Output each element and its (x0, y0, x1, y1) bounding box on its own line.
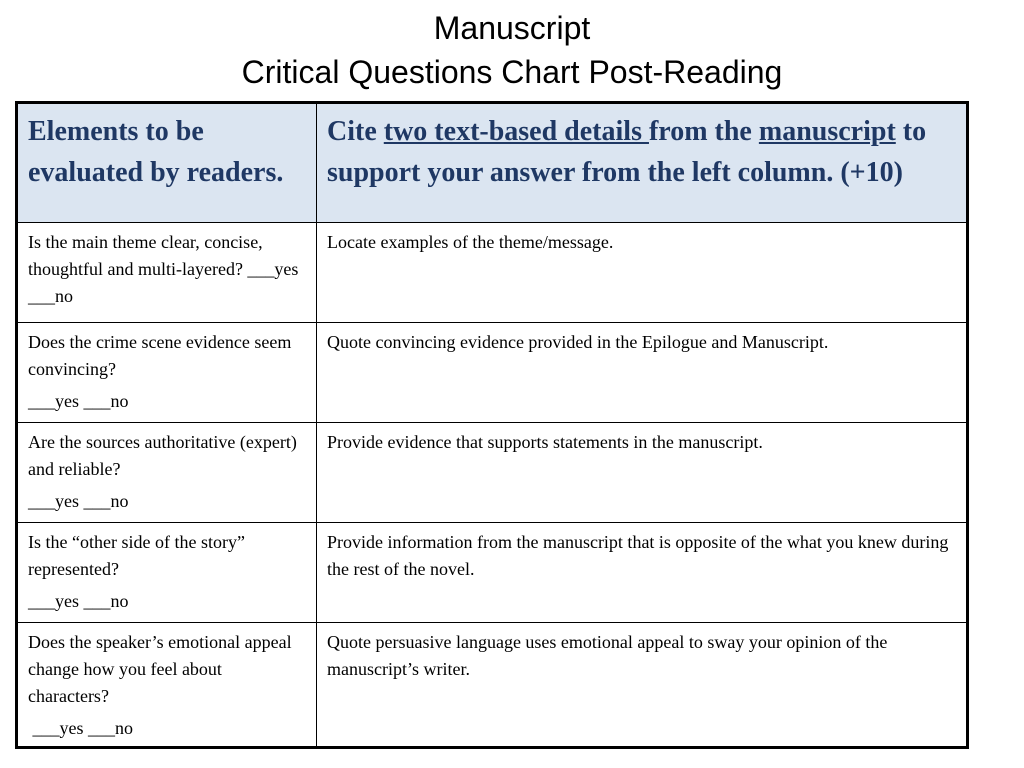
table-row (17, 623, 968, 748)
header-cite-underline-manuscript: manuscript (758, 116, 896, 147)
question-cell (17, 623, 317, 748)
question-text: Is the “other side of the story” represented? (28, 532, 245, 579)
yes-no-prompt: ___yes ___no (28, 391, 129, 411)
slide-title (0, 6, 1024, 94)
question-text: Does the crime scene evidence seem convincing? (28, 332, 292, 379)
header-cite (317, 103, 968, 223)
question-cell (17, 323, 317, 423)
instruction-cell: Provide evidence that supports statements in the manuscript. (317, 423, 968, 523)
table-row (17, 323, 968, 423)
header-elements: Elements to be evaluated by readers. (17, 103, 317, 223)
question-text: Does the speaker’s emotional appeal change how you feel about characters? (28, 632, 292, 706)
header-cite-part3: to support your answer from the left column. (+10) (327, 116, 927, 188)
instruction-cell: Quote persuasive language uses emotional appeal to sway your opinion of the manuscript’s writer. (317, 623, 968, 748)
instruction-cell: Quote convincing evidence provided in the Epilogue and Manuscript. (317, 323, 968, 423)
instruction-cell: Provide information from the manuscript that is opposite of the what you knew during the rest of the novel. (317, 523, 968, 623)
header-cite-part2: from the (648, 116, 759, 147)
table-header-row (17, 103, 968, 223)
question-cell (17, 523, 317, 623)
title-line-1: Manuscript (433, 10, 591, 46)
question-cell (17, 423, 317, 523)
yes-no-prompt: ___yes ___no (28, 591, 129, 611)
critical-questions-table (15, 101, 969, 749)
instruction-cell: Locate examples of the theme/message. (317, 223, 968, 323)
table-row (17, 523, 968, 623)
yes-no-prompt: ___yes ___no (28, 491, 129, 511)
header-cite-part1: Cite (327, 116, 384, 147)
question-text: Is the main theme clear, concise, thoughtful and multi-layered? ___yes ___no (28, 232, 299, 306)
title-line-2: Critical Questions Chart Post-Reading (241, 54, 783, 90)
header-cite-underline-details: two text-based details (383, 116, 649, 147)
question-text: Are the sources authoritative (expert) and reliable? (28, 432, 297, 479)
table-row (17, 423, 968, 523)
table-row (17, 223, 968, 323)
yes-no-prompt: ___yes ___no (28, 718, 133, 738)
question-cell (17, 223, 317, 323)
